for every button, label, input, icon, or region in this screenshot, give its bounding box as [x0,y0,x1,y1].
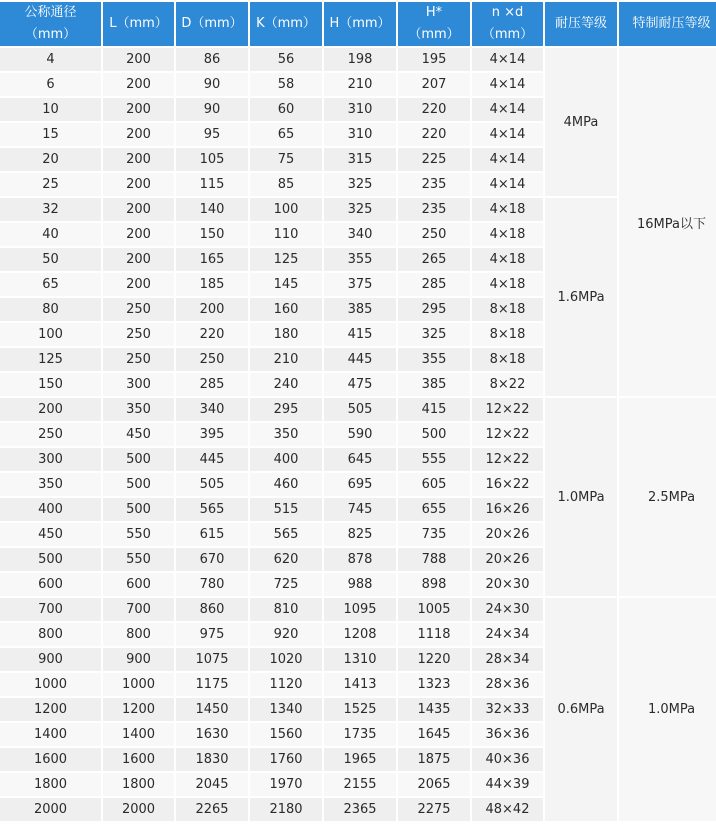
h-star-cell: 385 [398,373,470,396]
d-cell: 220 [176,323,248,346]
dn-cell: 1600 [0,748,101,771]
d-cell: 975 [176,623,248,646]
pressure-rating-cell: 1.0MPa [545,398,617,596]
dn-cell: 300 [0,448,101,471]
h-cell: 475 [324,373,396,396]
h-cell: 2155 [324,773,396,796]
dn-cell: 900 [0,648,101,671]
l-cell: 200 [103,223,174,246]
nd-cell: 28×34 [472,648,543,671]
l-cell: 1800 [103,773,174,796]
dn-cell: 6 [0,73,101,96]
h-star-cell: 500 [398,423,470,446]
l-cell: 200 [103,148,174,171]
table-row [0,48,716,71]
dn-cell: 250 [0,423,101,446]
dn-cell: 125 [0,348,101,371]
h-cell: 825 [324,523,396,546]
l-cell: 550 [103,548,174,571]
k-cell: 295 [250,398,322,421]
nd-cell: 4×14 [472,123,543,146]
d-cell: 445 [176,448,248,471]
k-cell: 65 [250,123,322,146]
d-cell: 86 [176,48,248,71]
h-star-cell: 2065 [398,773,470,796]
h-cell: 385 [324,298,396,321]
nd-cell: 20×26 [472,523,543,546]
l-cell: 500 [103,473,174,496]
table-header [0,2,716,46]
d-cell: 1175 [176,673,248,696]
h-cell: 340 [324,223,396,246]
header-label: L（mm） [109,16,168,31]
nd-cell: 4×14 [472,98,543,121]
dn-cell: 2000 [0,798,101,821]
l-cell: 200 [103,173,174,196]
h-cell: 1525 [324,698,396,721]
header-label: H* [425,5,443,20]
nd-cell: 48×42 [472,798,543,821]
h-cell: 505 [324,398,396,421]
k-cell: 85 [250,173,322,196]
l-cell: 300 [103,373,174,396]
h-star-cell: 295 [398,298,470,321]
dn-cell: 150 [0,373,101,396]
d-cell: 95 [176,123,248,146]
dn-cell: 80 [0,298,101,321]
k-cell: 350 [250,423,322,446]
h-star-cell: 355 [398,348,470,371]
d-cell: 565 [176,498,248,521]
nd-cell: 8×18 [472,348,543,371]
d-cell: 860 [176,598,248,621]
k-header [250,2,322,46]
k-cell: 1020 [250,648,322,671]
d-header [176,2,248,46]
h-star-cell: 235 [398,173,470,196]
h-star-cell: 655 [398,498,470,521]
h-cell: 445 [324,348,396,371]
nd-cell: 12×22 [472,398,543,421]
dn-cell: 20 [0,148,101,171]
h-cell: 1310 [324,648,396,671]
h-cell: 315 [324,148,396,171]
k-cell: 145 [250,273,322,296]
d-cell: 505 [176,473,248,496]
k-cell: 100 [250,198,322,221]
dn-cell: 10 [0,98,101,121]
k-cell: 725 [250,573,322,596]
d-cell: 2045 [176,773,248,796]
header-label: 公称通径 [24,5,77,20]
h-star-cell: 1220 [398,648,470,671]
d-cell: 250 [176,348,248,371]
nd-cell: 4×14 [472,173,543,196]
d-cell: 150 [176,223,248,246]
dn-cell: 400 [0,498,101,521]
pressure-rating-cell: 0.6MPa [545,598,617,821]
l-cell: 200 [103,48,174,71]
header-unit: （mm） [481,27,534,42]
h-cell: 878 [324,548,396,571]
header-label: H（mm） [329,16,391,31]
k-cell: 2180 [250,798,322,821]
k-cell: 515 [250,498,322,521]
h-star-cell: 235 [398,198,470,221]
d-cell: 140 [176,198,248,221]
h-cell: 415 [324,323,396,346]
k-cell: 56 [250,48,322,71]
h-cell: 1095 [324,598,396,621]
nd-cell: 24×34 [472,623,543,646]
d-cell: 185 [176,273,248,296]
dn-cell: 700 [0,598,101,621]
nd-cell: 4×18 [472,248,543,271]
pressure-rating-cell: 1.6MPa [545,198,617,396]
header-label: 特制耐压等级 [632,16,711,31]
nd-cell: 8×18 [472,298,543,321]
l-cell: 1200 [103,698,174,721]
k-cell: 1560 [250,723,322,746]
k-cell: 1760 [250,748,322,771]
l-cell: 1000 [103,673,174,696]
k-cell: 1340 [250,698,322,721]
nd-cell: 12×22 [472,448,543,471]
dn-cell: 15 [0,123,101,146]
h-star-cell: 250 [398,223,470,246]
h-star-header [398,2,470,46]
nd-cell: 36×36 [472,723,543,746]
dn-cell: 25 [0,173,101,196]
header-label: 耐压等级 [554,16,607,31]
h-cell: 310 [324,123,396,146]
pressure-header [545,2,617,46]
h-cell: 590 [324,423,396,446]
l-cell: 1400 [103,723,174,746]
d-cell: 2265 [176,798,248,821]
h-star-cell: 898 [398,573,470,596]
d-cell: 105 [176,148,248,171]
d-cell: 780 [176,573,248,596]
nd-cell: 44×39 [472,773,543,796]
h-cell: 325 [324,198,396,221]
dn-cell: 40 [0,223,101,246]
l-cell: 900 [103,648,174,671]
pressure-rating-cell: 4MPa [545,48,617,196]
k-cell: 1970 [250,773,322,796]
l-header [103,2,174,46]
h-star-cell: 605 [398,473,470,496]
nd-cell: 4×18 [472,273,543,296]
dn-cell: 350 [0,473,101,496]
h-cell: 695 [324,473,396,496]
h-star-cell: 788 [398,548,470,571]
l-cell: 200 [103,123,174,146]
h-star-cell: 1323 [398,673,470,696]
d-cell: 200 [176,298,248,321]
d-cell: 90 [176,73,248,96]
l-cell: 350 [103,398,174,421]
h-cell: 1965 [324,748,396,771]
h-star-cell: 225 [398,148,470,171]
nd-header [472,2,543,46]
h-star-cell: 1435 [398,698,470,721]
table-body [0,48,716,821]
table-row [0,198,716,221]
h-star-cell: 1005 [398,598,470,621]
d-cell: 90 [176,98,248,121]
h-cell: 1735 [324,723,396,746]
h-star-cell: 220 [398,123,470,146]
header-row [0,2,716,46]
nd-cell: 12×22 [472,423,543,446]
h-cell: 745 [324,498,396,521]
h-cell: 375 [324,273,396,296]
l-cell: 200 [103,98,174,121]
header-unit: （mm） [24,27,77,42]
h-cell: 355 [324,248,396,271]
h-star-cell: 2275 [398,798,470,821]
l-cell: 2000 [103,798,174,821]
h-star-cell: 265 [398,248,470,271]
l-cell: 200 [103,273,174,296]
l-cell: 800 [103,623,174,646]
h-cell: 2365 [324,798,396,821]
special-pressure-rating-cell: 2.5MPa [619,398,716,596]
k-cell: 75 [250,148,322,171]
h-star-cell: 195 [398,48,470,71]
l-cell: 450 [103,423,174,446]
l-cell: 1600 [103,748,174,771]
nd-cell: 16×26 [472,498,543,521]
dn-cell: 450 [0,523,101,546]
dn-cell: 200 [0,398,101,421]
dn-cell: 600 [0,573,101,596]
h-star-cell: 207 [398,73,470,96]
l-cell: 550 [103,523,174,546]
l-cell: 250 [103,348,174,371]
dn-cell: 1200 [0,698,101,721]
header-label: D（mm） [181,16,243,31]
nd-cell: 24×30 [472,598,543,621]
d-cell: 1630 [176,723,248,746]
nd-cell: 4×18 [472,198,543,221]
special-pressure-header [619,2,716,46]
k-cell: 58 [250,73,322,96]
dn-cell: 800 [0,623,101,646]
dn-cell: 500 [0,548,101,571]
k-cell: 125 [250,248,322,271]
nd-cell: 4×14 [472,48,543,71]
h-star-cell: 325 [398,323,470,346]
l-cell: 250 [103,323,174,346]
h-star-cell: 555 [398,448,470,471]
dn-cell: 1000 [0,673,101,696]
header-unit: （mm） [408,27,460,42]
dn-cell: 1800 [0,773,101,796]
l-cell: 200 [103,248,174,271]
k-cell: 400 [250,448,322,471]
d-cell: 615 [176,523,248,546]
dn-cell: 4 [0,48,101,71]
h-cell: 645 [324,448,396,471]
header-label: n ×d [491,5,524,20]
k-cell: 110 [250,223,322,246]
d-cell: 1075 [176,648,248,671]
dn-header [0,2,101,46]
k-cell: 60 [250,98,322,121]
nd-cell: 20×26 [472,548,543,571]
l-cell: 200 [103,73,174,96]
h-header [324,2,396,46]
k-cell: 240 [250,373,322,396]
k-cell: 1120 [250,673,322,696]
table-row [0,598,716,621]
d-cell: 285 [176,373,248,396]
nd-cell: 28×36 [472,673,543,696]
nd-cell: 4×14 [472,73,543,96]
dn-cell: 32 [0,198,101,221]
nd-cell: 32×33 [472,698,543,721]
k-cell: 210 [250,348,322,371]
h-cell: 210 [324,73,396,96]
special-pressure-rating-cell: 1.0MPa [619,598,716,821]
header-label: K（mm） [256,16,316,31]
h-star-cell: 285 [398,273,470,296]
d-cell: 1450 [176,698,248,721]
nd-cell: 40×36 [472,748,543,771]
h-cell: 1208 [324,623,396,646]
dn-cell: 100 [0,323,101,346]
special-pressure-rating-cell: 16MPa以下 [619,48,716,396]
d-cell: 165 [176,248,248,271]
k-cell: 460 [250,473,322,496]
h-cell: 325 [324,173,396,196]
k-cell: 810 [250,598,322,621]
h-star-cell: 415 [398,398,470,421]
d-cell: 115 [176,173,248,196]
h-star-cell: 220 [398,98,470,121]
k-cell: 160 [250,298,322,321]
l-cell: 250 [103,298,174,321]
l-cell: 500 [103,498,174,521]
d-cell: 340 [176,398,248,421]
d-cell: 1830 [176,748,248,771]
k-cell: 180 [250,323,322,346]
nd-cell: 8×22 [472,373,543,396]
table-row [0,398,716,421]
h-star-cell: 1875 [398,748,470,771]
h-star-cell: 735 [398,523,470,546]
nd-cell: 16×22 [472,473,543,496]
k-cell: 620 [250,548,322,571]
l-cell: 500 [103,448,174,471]
l-cell: 600 [103,573,174,596]
h-cell: 198 [324,48,396,71]
dn-cell: 65 [0,273,101,296]
dn-cell: 50 [0,248,101,271]
h-star-cell: 1645 [398,723,470,746]
nd-cell: 4×14 [472,148,543,171]
l-cell: 700 [103,598,174,621]
h-cell: 310 [324,98,396,121]
d-cell: 670 [176,548,248,571]
nd-cell: 8×18 [472,323,543,346]
nd-cell: 20×30 [472,573,543,596]
dn-cell: 1400 [0,723,101,746]
k-cell: 565 [250,523,322,546]
d-cell: 395 [176,423,248,446]
h-cell: 1413 [324,673,396,696]
h-cell: 988 [324,573,396,596]
k-cell: 920 [250,623,322,646]
l-cell: 200 [103,198,174,221]
nd-cell: 4×18 [472,223,543,246]
h-star-cell: 1118 [398,623,470,646]
